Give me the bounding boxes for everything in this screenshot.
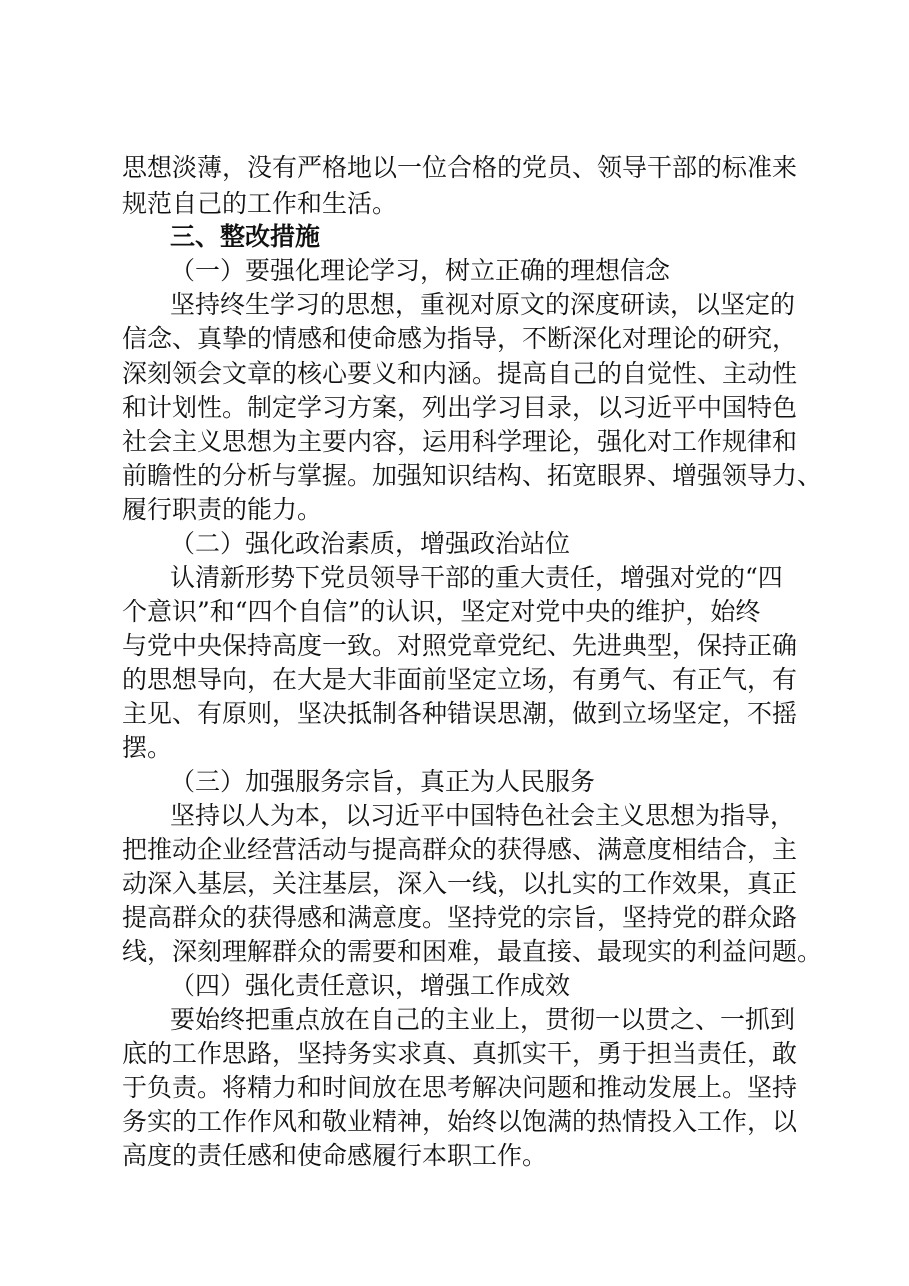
subsection-heading: （二）强化政治素质，增强政治站位 — [170, 529, 571, 558]
section-heading: 三、整改措施 — [170, 222, 321, 251]
paragraph-line: 认清新形势下党员领导干部的重大责任，增强对党的“四 — [170, 563, 783, 592]
paragraph-line: 信念、真挚的情感和使命感为指导，不断深化对理论的研究， — [122, 324, 798, 353]
paragraph-line: 履行职责的能力。 — [122, 495, 323, 524]
paragraph-line: 动深入基层，关注基层，深入一线，以扎实的工作效果，真正 — [122, 869, 798, 898]
subsection-heading: （一）要强化理论学习，树立正确的理想信念 — [170, 256, 671, 285]
paragraph-line: 底的工作思路，坚持务实求真、真抓实干，勇于担当责任，敢 — [122, 1039, 798, 1068]
paragraph-line: 与党中央保持高度一致。对照党章党纪、先进典型，保持正确 — [122, 631, 798, 660]
paragraph-line: 坚持以人为本，以习近平中国特色社会主义思想为指导， — [170, 801, 796, 830]
paragraph-line: 把推动企业经营活动与提高群众的获得感、满意度相结合，主 — [122, 835, 798, 864]
paragraph-line: 线，深刻理解群众的需要和困难，最直接、最现实的利益问题。 — [122, 937, 823, 966]
subsection-heading: （三）加强服务宗旨，真正为人民服务 — [170, 767, 596, 796]
paragraph-line: 要始终把重点放在自己的主业上，贯彻一以贯之、一抓到 — [170, 1005, 796, 1034]
paragraph-line: 思想淡薄，没有严格地以一位合格的党员、领导干部的标准来 — [122, 153, 798, 182]
paragraph-line: 务实的工作作风和敬业精神，始终以饱满的热情投入工作，以 — [122, 1107, 798, 1136]
subsection-heading: （四）强化责任意识，增强工作成效 — [170, 971, 571, 1000]
paragraph-line: 摆。 — [122, 733, 173, 762]
paragraph-line: 的思想导向，在大是大非面前坚定立场，有勇气、有正气，有 — [122, 665, 798, 694]
paragraph-line: 主见、有原则，坚决抵制各种错误思潮，做到立场坚定，不摇 — [122, 699, 798, 728]
paragraph-line: 深刻领会文章的核心要义和内涵。提高自己的自觉性、主动性 — [122, 359, 798, 388]
paragraph-line: 高度的责任感和使命感履行本职工作。 — [122, 1141, 548, 1170]
paragraph-line: 前瞻性的分析与掌握。加强知识结构、拓宽眼界、增强领导力、 — [122, 461, 823, 490]
paragraph-line: 和计划性。制定学习方案，列出学习目录，以习近平中国特色 — [122, 393, 798, 422]
paragraph-line: 规范自己的工作和生活。 — [122, 189, 398, 218]
paragraph-line: 提高群众的获得感和满意度。坚持党的宗旨，坚持党的群众路 — [122, 903, 798, 932]
paragraph-line: 社会主义思想为主要内容，运用科学理论，强化对工作规律和 — [122, 427, 798, 456]
paragraph-line: 于负责。将精力和时间放在思考解决问题和推动发展上。坚持 — [122, 1073, 798, 1102]
paragraph-line: 个意识”和“四个自信”的认识，坚定对党中央的维护，始终 — [122, 597, 761, 626]
paragraph-line: 坚持终生学习的思想，重视对原文的深度研读，以坚定的 — [170, 290, 796, 319]
